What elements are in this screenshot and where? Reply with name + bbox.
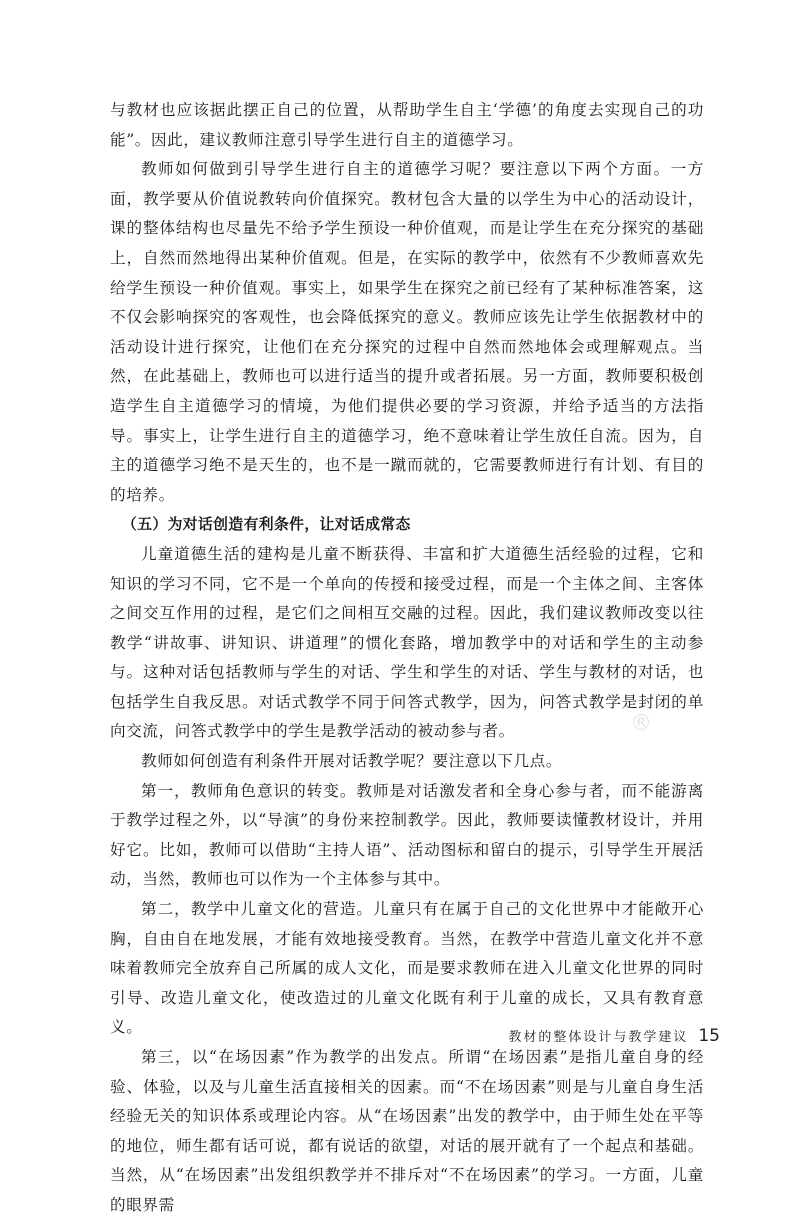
paragraph-7: 第三，以“在场因素”作为教学的出发点。所谓“在场因素”是指儿童自身的经验、体验，以及与儿童生活直接相关的因素。而“不在场因素”则是与儿童自身生活经验无关的知识体系或理论内容。从“在场因素”出发的教学中，由于师生处在平等的地位，师生都有话可说，都有说话的欲望，对话的展开就有了一个起点和基础。当然，从“在场因素”出发组织教学并不排斥对“不在场因素”的学习。一方面，儿童的眼界需	[110, 1048, 704, 1214]
paragraph-3: 儿童道德生活的建构是儿童不断获得、丰富和扩大道德生活经验的过程，它和知识的学习不同，它不是一个单向的传授和接受过程，而是一个主体之间、主客体之间交互作用的过程，是它们之间相互交融的过程。因此，我们建议教师改变以往教学“讲故事、讲知识、讲道理”的惯化套路，增加教学中的对话和学生的主动参与。这种对话包括教师与学生的对话、学生和学生的对话、学生与教材的对话，也包括学生自我反思。对话式教学不同于问答式教学，因为，问答式教学是封闭的单向交流，问答式教学中的学生是教学活动的被动参与者。	[110, 544, 704, 741]
paragraph-2: 教师如何做到引导学生进行自主的道德学习呢？要注意以下两个方面。一方面，教学要从价值说教转向价值探究。教材包含大量的以学生为中心的活动设计，课的整体结构也尽量先不给予学生预设一种价值观，而是让学生在充分探究的基础上，自然而然地得出某种价值观。但是，在实际的教学中，依然有不少教师喜欢先给学生预设一种价值观。事实上，如果学生在探究之前已经有了某种标准答案，这不仅会影响探究的客观性，也会降低探究的意义。教师应该先让学生依据教材中的活动设计进行探究，让他们在充分探究的过程中自然而然地体会或理解观点。当然，在此基础上，教师也可以进行适当的提升或者拓展。另一方面，教师要积极创造学生自主道德学习的情境，为他们提供必要的学习资源，并给予适当的方法指导。事实上，让学生进行自主的道德学习，绝不意味着让学生放任自流。因为，自主的道德学习绝不是天生的，也不是一蹴而就的，它需要教师进行有计划、有目的的培养。	[110, 160, 704, 504]
page-body	[110, 96, 704, 1221]
running-footer-title: 教材的整体设计与教学建议	[508, 1030, 689, 1045]
paragraph-5: 第一，教师角色意识的转变。教师是对话激发者和全身心参与者，而不能游离于教学过程之外，以“导演”的身份来控制教学。因此，教师要读懂教材设计，并用好它。比如，教师可以借助“主持人语”、活动图标和留白的提示，引导学生开展活动，当然，教师也可以作为一个主体参与其中。	[110, 781, 704, 889]
paragraph-1: 与教材也应该据此摆正自己的位置，从帮助学生自主‘学德’的角度去实现自己的功能”。因此，建议教师注意引导学生进行自主的道德学习。	[110, 101, 704, 149]
section-heading: （五）为对话创造有利条件，让对话成常态	[122, 516, 411, 534]
page-footer	[480, 1026, 720, 1046]
page-number: 15	[698, 1026, 720, 1046]
paragraph-4: 教师如何创造有利条件开展对话教学呢？要注意以下几点。	[141, 752, 563, 771]
paragraph-6: 第二，教学中儿童文化的营造。儿童只有在属于自己的文化世界中才能敞开心胸，自由自在地发展，才能有效地接受教育。当然，在教学中营造儿童文化并不意味着教师完全放弃自己所属的成人文化，而是要求教师在进入儿童文化世界的同时引导、改造儿童文化，使改造过的儿童文化既有利于儿童的成长，又具有教育意义。	[110, 900, 704, 1037]
registered-watermark: ®	[630, 711, 652, 736]
